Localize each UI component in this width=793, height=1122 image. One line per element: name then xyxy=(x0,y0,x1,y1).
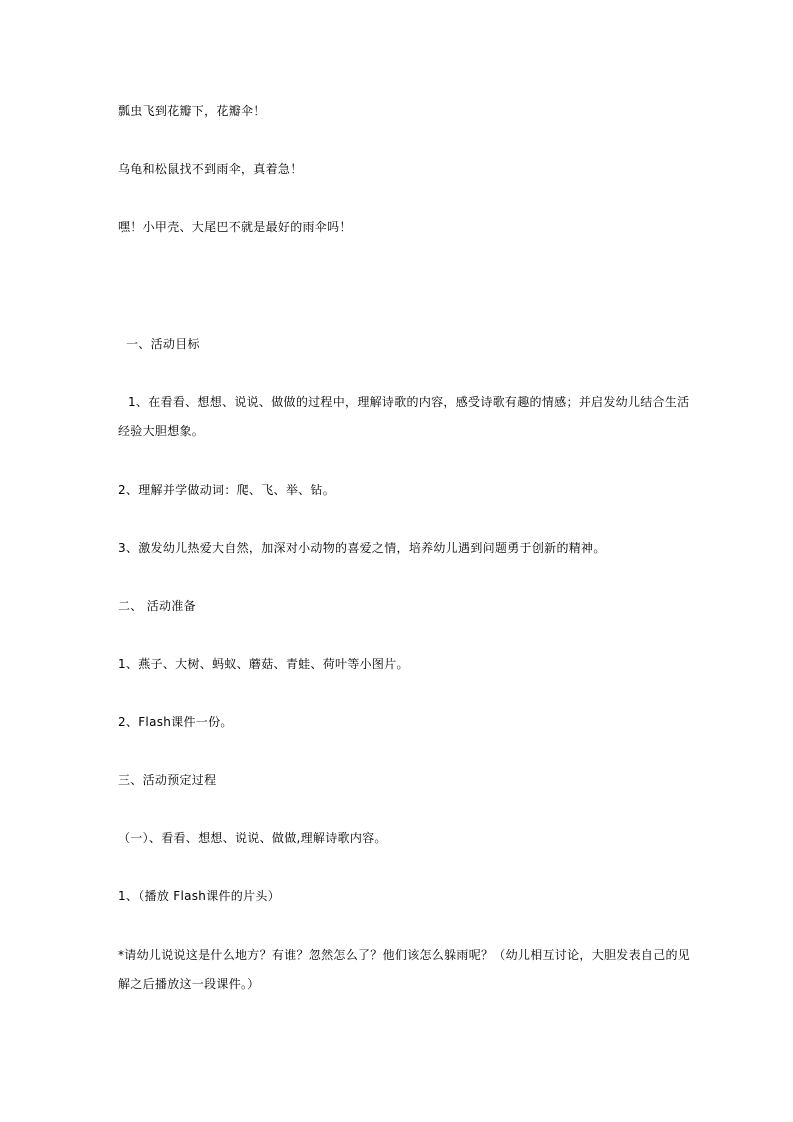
section-3-question-continued: 解之后播放这一段课件。） xyxy=(118,977,260,991)
section-1-item-1-continued: 经验大胆想象。 xyxy=(118,424,205,438)
section-3-question: *请幼儿说说这是什么地方？有谁？忽然怎么了？他们该怎么躲雨呢？（幼儿相互讨论，大胆发表自己的见 xyxy=(118,948,691,962)
section-3-subsection-1: （一）、看看、想想、说说、做做,理解诗歌内容。 xyxy=(118,831,387,845)
section-2-title: 二、 活动准备 xyxy=(118,599,196,613)
poem-line-2: 乌龟和松鼠找不到雨伞，真着急！ xyxy=(118,162,303,176)
section-3-step-1: 1、（播放 Flash课件的片头） xyxy=(118,889,280,903)
section-1-item-3: 3、激发幼儿热爱大自然，加深对小动物的喜爱之情，培养幼儿遇到问题勇于创新的精神。 xyxy=(118,541,606,555)
poem-line-3: 嘿！小甲壳、大尾巴不就是最好的雨伞吗！ xyxy=(118,220,352,234)
section-1-item-2: 2、理解并学做动词：爬、飞、举、钻。 xyxy=(118,483,336,497)
section-2-item-2: 2、Flash课件一份。 xyxy=(118,715,233,729)
poem-line-1: 瓢虫飞到花瓣下，花瓣伞！ xyxy=(118,104,266,118)
section-3-title: 三、活动预定过程 xyxy=(118,773,217,787)
section-1-title: 一、活动目标 xyxy=(126,337,200,351)
section-1-item-1: 1、在看看、想想、说说、做做的过程中，理解诗歌的内容，感受诗歌有趣的情感；并启发幼儿结合生活 xyxy=(128,395,690,409)
section-2-item-1: 1、燕子、大树、蚂蚁、蘑菇、青蛙、荷叶等小图片。 xyxy=(118,657,409,671)
